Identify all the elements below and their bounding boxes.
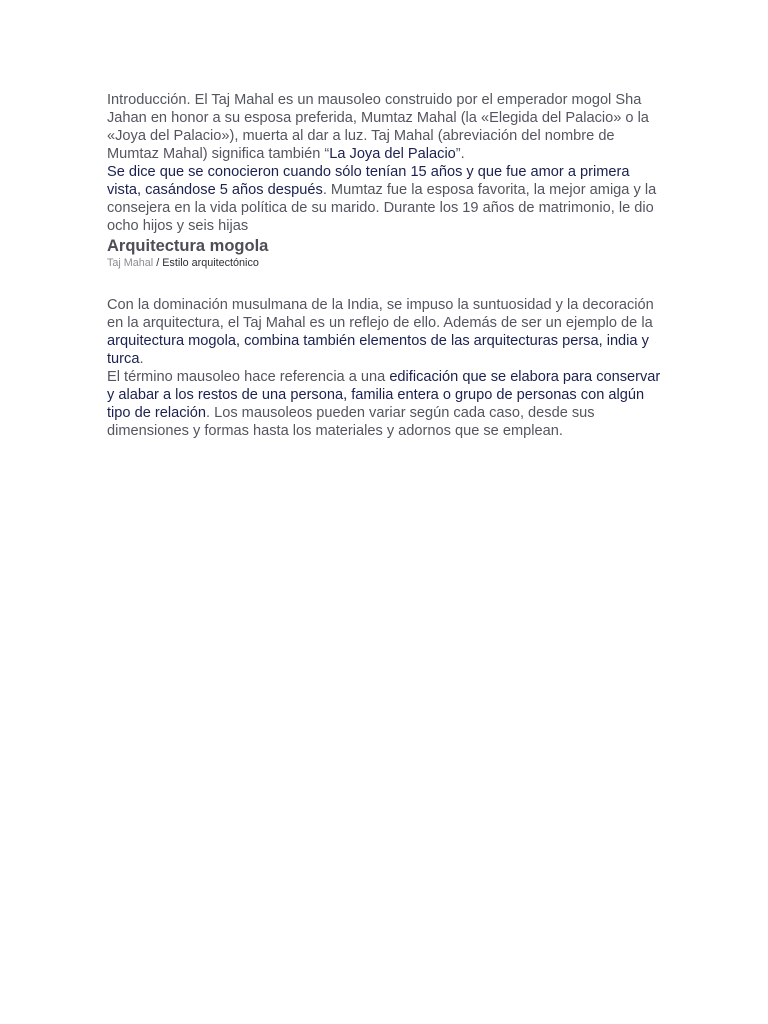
mausoleum-paragraph [107,368,667,440]
breadcrumb-current: Estilo arquitectónico [162,257,259,269]
intro-paragraph [107,91,667,163]
spacer [107,269,667,296]
domination-paragraph [107,296,667,368]
love-text: . Mumtaz fue la esposa favorita, la mejor amiga y la consejera en la vida política de su marido. Durante los 19 años de matrimonio, le dio ocho hijos y seis hijas [107,182,657,234]
mausoleum-closing: . Los mausoleos pueden variar según cada caso, desde sus dimensiones y formas hasta los materiales y adornos que se emplean. [107,405,595,439]
mausoleum-text: El término mausoleo hace referencia a una [107,369,390,385]
intro-text: Introducción. El Taj Mahal es un mausoleo construido por el emperador mogol Sha Jahan en honor a su esposa preferida, Mumtaz Mahal (la «Elegida del Palacio» o la «Joya del Palacio»), muerta al dar a luz. Taj Mahal (abreviación del nombre de Mumtaz Mahal) significa también “ [107,92,649,162]
domination-text: Con la dominación musulmana de la India, se impuso la suntuosidad y la decoración en la arquitectura, el Taj Mahal es un reflejo de ello. Además de ser un ejemplo de la [107,297,654,331]
domination-highlight: arquitectura mogola, combina también elementos de las arquitecturas persa, india y turca [107,333,649,367]
mausoleum-highlight: edificación que se elabora para conservar y alabar a los restos de una persona, familia entera o grupo de personas con algún tipo de relación [107,369,661,421]
breadcrumb-separator: / [153,257,163,269]
breadcrumb-link-taj-mahal[interactable]: Taj Mahal [107,257,154,269]
section-heading: Arquitectura mogola [107,237,269,255]
love-paragraph [107,163,667,235]
love-highlight: Se dice que se conocieron cuando sólo tenían 15 años y que fue amor a primera vista, casándose 5 años después [107,164,630,198]
domination-closing: . [139,351,144,367]
breadcrumb [107,257,667,269]
document-page [107,91,667,440]
joya-del-palacio-highlight: La Joya del Palacio [329,146,456,162]
intro-closing: ”. [455,146,465,162]
